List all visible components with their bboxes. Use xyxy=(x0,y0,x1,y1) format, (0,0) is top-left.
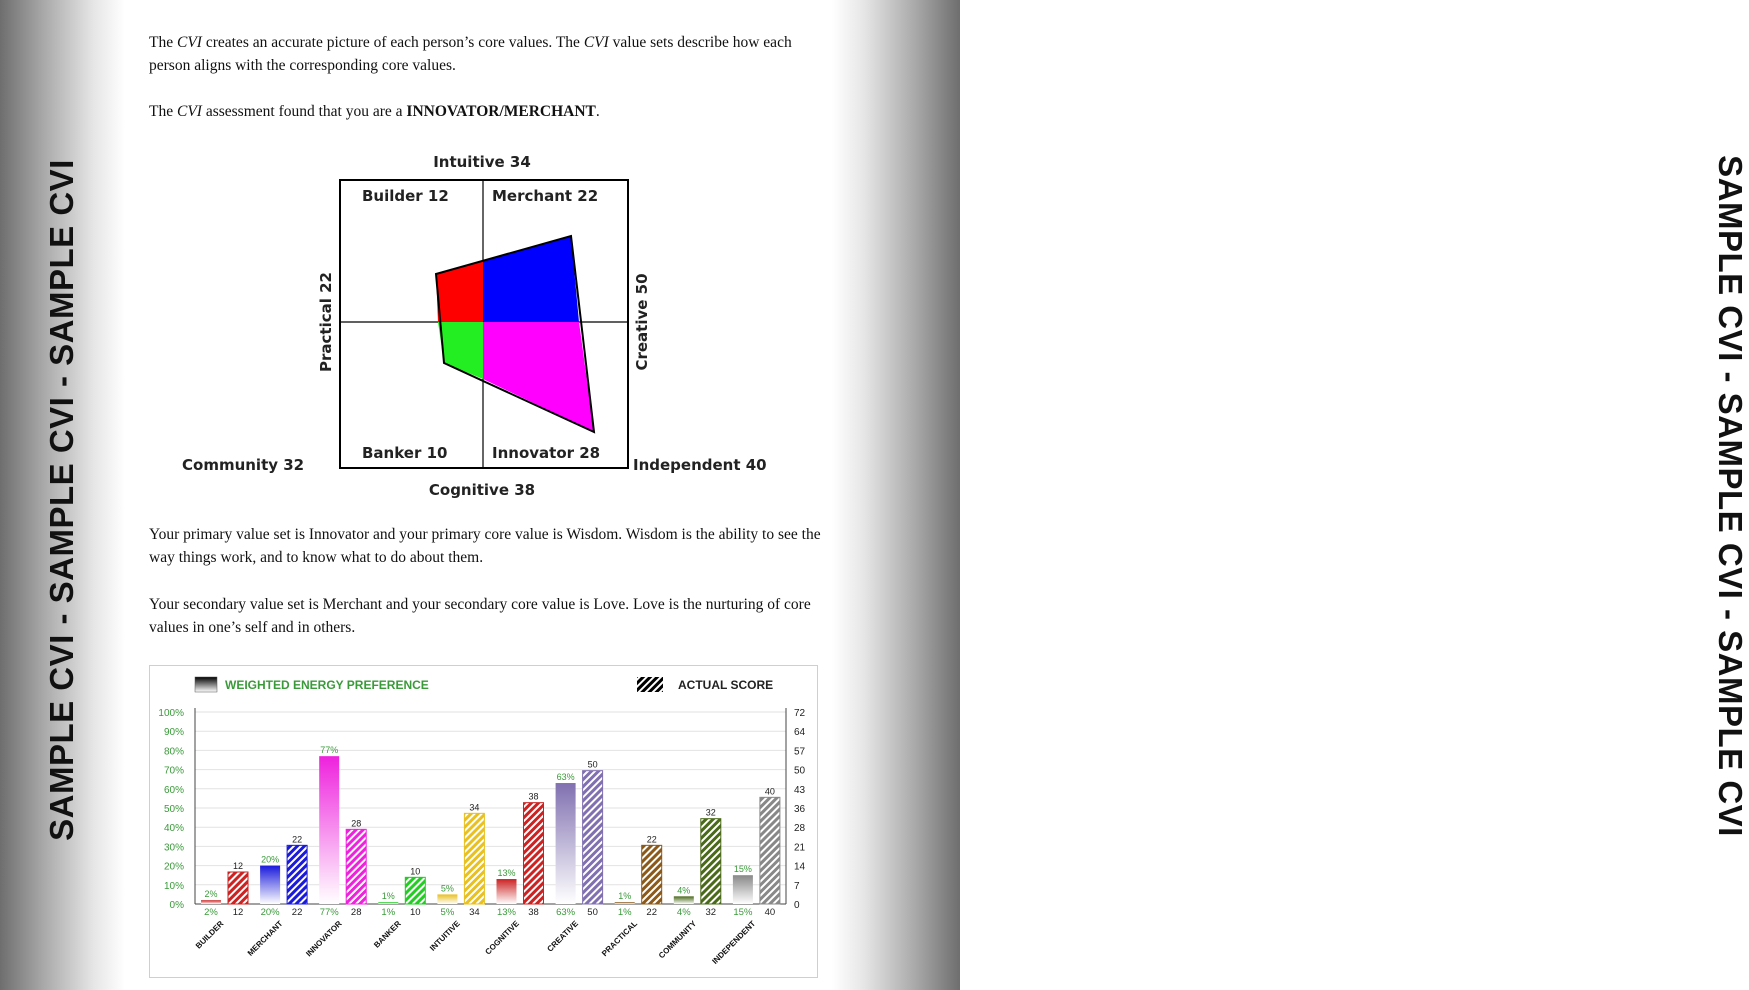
category-label: COGNITIVE xyxy=(483,919,521,957)
bar-actual-creative xyxy=(583,771,603,904)
bar-weighted-innovator xyxy=(319,756,339,904)
y-right-tick: 21 xyxy=(794,842,806,854)
label-innovator: Innovator 28 xyxy=(492,444,601,462)
label-cognitive: Cognitive 38 xyxy=(428,481,536,499)
data-label-weighted: 63% xyxy=(556,772,575,783)
y-left-tick: 90% xyxy=(163,727,184,739)
y-left-tick: 10% xyxy=(163,880,184,892)
y-left-tick: 50% xyxy=(163,804,184,815)
data-label-weighted: 4% xyxy=(677,885,691,896)
bar-actual-cognitive xyxy=(524,803,544,904)
bar-actual-builder xyxy=(228,872,248,904)
data-label-actual: 28 xyxy=(351,818,362,829)
y-left-tick: 100% xyxy=(158,708,184,719)
category-label: MERCHANT xyxy=(245,919,285,958)
data-label-actual: 32 xyxy=(705,807,716,818)
bar-actual-independent xyxy=(760,797,780,904)
axis-value-weighted: 13% xyxy=(496,907,517,918)
label-intuitive: Intuitive 34 xyxy=(433,153,531,171)
data-label-weighted: 1% xyxy=(618,891,632,901)
bar-weighted-independent xyxy=(733,875,753,904)
axis-value-weighted: 20% xyxy=(260,907,280,918)
y-right-tick: 72 xyxy=(794,708,806,719)
data-label-weighted: 20% xyxy=(261,854,280,865)
bar-actual-intuitive xyxy=(464,813,484,904)
left-side-band xyxy=(0,0,125,990)
axis-value-weighted: 2% xyxy=(204,907,218,918)
axis-value-weighted: 1% xyxy=(617,907,632,918)
axis-value-actual: 34 xyxy=(469,907,480,918)
y-right-tick: 28 xyxy=(794,823,806,835)
axis-value-weighted: 77% xyxy=(319,907,339,918)
data-label-weighted: 13% xyxy=(497,868,516,879)
axis-value-actual: 40 xyxy=(764,907,776,918)
y-left-tick: 0% xyxy=(169,900,184,911)
category-label: COMMUNITY xyxy=(656,919,699,961)
data-label-actual: 40 xyxy=(764,786,775,797)
y-left-tick: 80% xyxy=(163,746,184,758)
label-community: Community 32 xyxy=(182,456,305,474)
axis-value-actual: 22 xyxy=(646,907,657,918)
primary-paragraph: Your primary value set is Innovator and your primary core value is Wisdom. Wisdom is the ability to see the way things work, and to know what to do about them. xyxy=(149,526,821,566)
label-banker: Banker 10 xyxy=(362,444,448,462)
y-right-tick: 64 xyxy=(794,727,806,739)
bar-actual-innovator xyxy=(346,829,366,904)
category-label: CREATIVE xyxy=(545,919,581,954)
intro-paragraph: The CVI creates an accurate picture of each person’s core values. The CVI value sets describe how each person aligns with the corresponding core values. xyxy=(149,34,792,74)
axis-value-weighted: 4% xyxy=(676,907,691,918)
label-creative: Creative 50 xyxy=(633,273,651,371)
bar-weighted-builder xyxy=(201,900,221,904)
axis-value-actual: 22 xyxy=(291,907,303,918)
axis-value-actual: 12 xyxy=(232,907,244,918)
data-label-actual: 22 xyxy=(292,834,303,845)
axis-value-weighted: 5% xyxy=(440,907,455,918)
energy-bar-chart xyxy=(149,665,818,978)
data-label-actual: 12 xyxy=(232,861,244,871)
y-left-tick: 30% xyxy=(163,842,184,854)
bar-weighted-banker xyxy=(378,902,398,904)
result-paragraph: The CVI assessment found that you are a INNOVATOR/MERCHANT. xyxy=(149,103,600,120)
axis-value-weighted: 1% xyxy=(381,907,396,918)
legend-actual-label: ACTUAL SCORE xyxy=(678,678,774,692)
bar-weighted-practical xyxy=(615,902,635,904)
y-right-tick: 57 xyxy=(794,746,806,758)
data-label-weighted: 15% xyxy=(733,864,752,875)
label-independent: Independent 40 xyxy=(633,456,767,474)
category-label: INTUITIVE xyxy=(428,919,462,953)
watermark-right: SAMPLE CVI - SAMPLE CVI - SAMPLE CVI xyxy=(1712,155,1749,837)
data-label-weighted: 5% xyxy=(440,883,454,894)
axis-value-actual: 28 xyxy=(350,907,362,918)
axis-value-actual: 50 xyxy=(587,907,598,918)
watermark-left: SAMPLE CVI - SAMPLE CVI - SAMPLE CVI xyxy=(43,159,80,841)
category-label: INNOVATOR xyxy=(304,919,344,959)
legend-weighted-label: WEIGHTED ENERGY PREFERENCE xyxy=(225,678,429,692)
label-practical: Practical 22 xyxy=(317,272,335,372)
y-right-tick: 14 xyxy=(794,861,806,873)
y-right-tick: 0 xyxy=(794,900,800,911)
y-right-tick: 50 xyxy=(794,765,806,777)
data-label-actual: 22 xyxy=(646,834,657,845)
legend-weighted-swatch xyxy=(195,677,217,692)
bar-actual-banker xyxy=(405,877,425,904)
bar-actual-community xyxy=(701,819,721,904)
axis-value-actual: 32 xyxy=(705,907,717,918)
data-label-weighted: 77% xyxy=(320,745,339,756)
bar-actual-merchant xyxy=(287,845,307,904)
bar-weighted-intuitive xyxy=(437,894,457,904)
y-right-tick: 7 xyxy=(794,880,800,892)
axis-value-actual: 38 xyxy=(528,907,539,918)
y-left-tick: 70% xyxy=(163,765,184,777)
bar-weighted-cognitive xyxy=(497,879,517,904)
data-label-actual: 38 xyxy=(528,791,539,802)
data-label-actual: 50 xyxy=(587,759,598,770)
y-left-tick: 40% xyxy=(163,823,184,835)
axis-value-weighted: 15% xyxy=(733,907,753,918)
label-merchant: Merchant 22 xyxy=(492,187,599,205)
y-right-tick: 43 xyxy=(794,784,806,796)
y-left-tick: 60% xyxy=(163,784,184,796)
bar-weighted-merchant xyxy=(260,866,280,904)
axis-value-weighted: 63% xyxy=(556,907,576,918)
category-label: BUILDER xyxy=(193,919,226,951)
bar-weighted-creative xyxy=(556,783,576,904)
quadrant-diagram xyxy=(150,140,800,515)
data-label-actual: 34 xyxy=(469,802,480,813)
label-builder: Builder 12 xyxy=(362,187,449,205)
category-label: INDEPENDENT xyxy=(710,919,758,966)
category-label: BANKER xyxy=(372,919,403,950)
bar-weighted-community xyxy=(674,896,694,904)
legend-actual-swatch xyxy=(637,677,663,692)
data-label-weighted: 2% xyxy=(204,889,218,900)
result-value: INNOVATOR/MERCHANT xyxy=(406,103,596,120)
bar-actual-practical xyxy=(642,845,662,904)
y-left-tick: 20% xyxy=(163,861,184,873)
right-side-band xyxy=(832,0,1749,990)
category-label: PRACTICAL xyxy=(600,919,640,959)
data-label-weighted: 1% xyxy=(381,891,395,901)
data-label-actual: 10 xyxy=(410,866,421,877)
axis-value-actual: 10 xyxy=(410,907,421,918)
secondary-paragraph: Your secondary value set is Merchant and your secondary core value is Love. Love is the nurturing of core values in one’s self and in others. xyxy=(149,596,811,636)
y-right-tick: 36 xyxy=(794,804,806,815)
